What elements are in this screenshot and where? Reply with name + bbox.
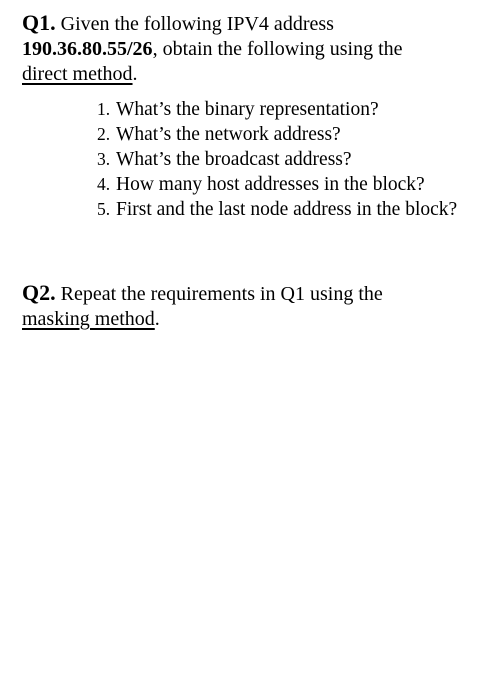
list-item [22, 122, 502, 147]
list-item-number: 5. [97, 199, 111, 219]
list-item-text: How many host addresses in the block? [116, 174, 425, 195]
list-item [22, 172, 502, 197]
question-2 [22, 280, 492, 332]
question-2-text: Repeat the requirements in Q1 using the [55, 283, 383, 305]
question-2-prompt [22, 280, 492, 332]
list-item-number: 1. [97, 99, 111, 119]
list-item-text: What’s the broadcast address? [116, 149, 352, 170]
question-1 [22, 10, 492, 220]
list-item-text: First and the last node address in the block? [116, 199, 458, 220]
list-item [22, 147, 502, 172]
list-item-number: 4. [97, 174, 111, 194]
question-1-after-address: , obtain the following using the [152, 38, 403, 60]
list-item-text: What’s the network address? [116, 124, 341, 145]
direct-method-term: direct method [22, 63, 133, 85]
ip-address: 190.36.80.55/26 [22, 38, 153, 60]
list-item [22, 197, 502, 222]
question-1-prompt [22, 10, 492, 87]
list-item-number: 3. [97, 149, 111, 169]
list-item-text: What’s the binary representation? [116, 99, 379, 120]
question-1-number: Q1. [22, 10, 56, 35]
question-1-period: . [132, 63, 138, 85]
list-item-number: 2. [97, 124, 111, 144]
question-2-number: Q2. [22, 280, 56, 305]
question-1-intro: Given the following IPV4 address [55, 13, 334, 35]
sub-question-list [22, 97, 502, 222]
masking-method-term: masking method [22, 308, 155, 330]
list-item [22, 97, 502, 122]
question-2-period: . [154, 308, 160, 330]
